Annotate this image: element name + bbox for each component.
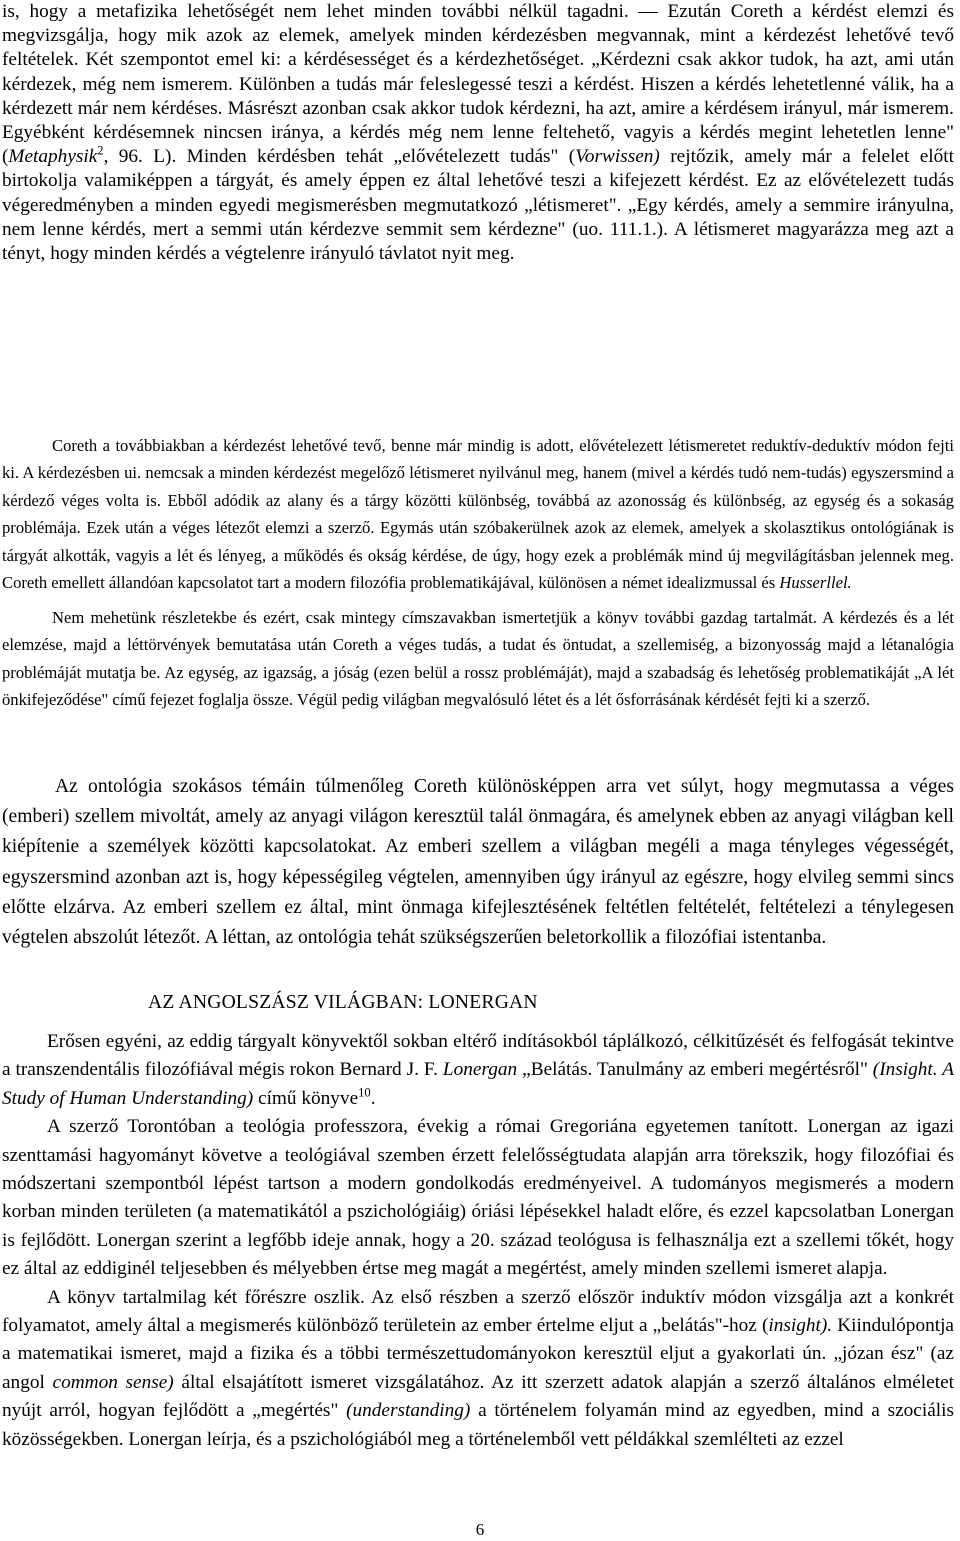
- text-block-lonergan: [2, 1028, 954, 1454]
- section-heading: AZ ANGOLSZÁSZ VILÁGBAN: LONERGAN: [148, 992, 538, 1013]
- paragraph: A szerző Torontóban a teológia professzora, évekig a római Gregoriána egyetemen tanított. Lonergan az igazi szenttamási hagyományt követve a teológiával szemben érzett felelősségtudata alapján arra törekszik, hogy filozófiai és módszertani szempontból lépést tartson a modern gondolkodás eredményeivel. A tudományos megismerés a modern korban minden területen (a matematikától a pszichológiáig) óriási lépésekkel haladt előre, és ezzel kapcsolatban Lonergan is fejlődött. Lonergan szerint a legfőbb ideje annak, hogy a 20. század teológusa is felhasználja ezt a szellemi tőkét, hogy ez által az eddiginél teljesebben és mélyebben értse meg magát a megértést, amely minden szellemi ismeret alapja.: [2, 1116, 954, 1280]
- text-block-ontology: [2, 772, 954, 953]
- paragraph: is, hogy a metafizika lehetőségét nem lehet minden további nélkül tagadni. — Ezután Coreth a kérdést elemzi és megvizsgálja, hogy mik azok az elemek, amelyek minden kérdezésben megvannak, mint a kérdezést lehetővé tevő feltételek. Két szempontot emel ki: a kérdésességet és a kérdezhetőséget. „Kérdezni csak akkor tudok, ha azt, ami után kérdezek, még nem ismerem. Különben a tudás már feleslegessé teszi a kérdést. Hiszen a kérdés lehetetlenné válik, ha a kérdezett már nem kérdéses. Másrészt azonban csak akkor tudok kérdezni, ha azt, amire a kérdésem irányul, már ismerem. Egyébként kérdésemnek nincsen iránya, a kérdés még nem lenne feltehető, vagyis a kérdés megint lehetetlen lenne" (Metaphysik$^2$, 96. L). Minden kérdésben tehát „elővételezett tudás" (Vorwissen) rejtőzik, amely már a felelet előtt birtokolja valamiképpen a tárgyát, és amely éppen ez által lehetővé teszi a kifejezett kérdést. Ez az elővételezett tudás végeredményben a minden egyedi megismerésben megmutatkozó „létismeret". „Egy kérdés, amely a semmire irányulna, nem lenne kérdés, mert a semmi után kérdezve semmit sem kérdezne" (uo. 111.1.). A létismeret magyarázza meg azt a tényt, hogy minden kérdés a végtelenre irányuló távlatot nyit meg.: [2, 1, 954, 265]
- paragraph: Coreth a továbbiakban a kérdezést lehetővé tevő, benne már mindig is adott, elővételezett létismeretet reduktív-deduktív módon fejti ki. A kérdezésben ui. nemcsak a minden kérdezést megelőző létismeret nyilvánul meg, hanem (mivel a kérdés tudó nem-tudás) egyszersmind a kérdező véges volta is. Ebből adódik az alany és a tárgy közötti különbség, továbbá az azonosság és különbség, az egység és a sokaság problémája. Ezek után a véges létezőt elemzi a szerző. Egymás után szóbakerülnek azok az elemek, amelyek a skolasztikus ontológiának is tárgyát alkották, vagyis a lét és lényeg, a működés és okság kérdése, de úgy, hogy ezek a problémák mind új megvilágításban jelennek meg. Coreth emellett állandóan kapcsolatot tart a modern filozófia problematikájával, különösen a német idealizmussal és Husserllel.: [2, 436, 954, 593]
- paragraph: Nem mehetünk részletekbe és ezért, csak mintegy címszavakban ismertetjük a könyv további gazdag tartalmát. A kérdezés és a lét elemzése, majd a léttörvények bemutatása után Coreth a véges tudás, a tudat és öntudat, a szellemiség, a bizonyosság majd a létanalógia problémáját mutatja be. Az egység, az igazság, a jóság (ezen belül a rossz problémáját), majd a szabadság és lehetőség problematikáját „A lét önkifejeződése" című fejezet foglalja össze. Végül pedig világban megvalósuló létet és a lét ősforrásának kérdését fejti ki a szerző.: [2, 608, 954, 710]
- footnote-marker: 10: [358, 1085, 371, 1100]
- paragraph: Az ontológia szokásos témáin túlmenőleg Coreth különösképpen arra vet súlyt, hogy megmutassa a véges (emberi) szellem mivoltát, amely az anyagi világon keresztül talál önmagára, és amelynek ebben az anyagi világban kell kiépítenie a személyek közötti kapcsolatokat. Az emberi szellem a világban megéli a maga tényleges végességét, egyszersmind azonban azt is, hogy képességileg végtelen, amennyiben úgy irányul az egészre, hogy elvileg semmi sincs előtte elzárva. Az emberi szellem ez által, mint önmaga kifejlesztésének feltétlen feltételét, feltételezi a ténylegesen végtelen abszolút létezőt. A léttan, az ontológia tehát szükségszerűen beletorkollik a filozófiai istentanba.: [2, 776, 954, 949]
- text-block-intro: [2, 0, 954, 266]
- text-block-small-1: [2, 432, 954, 596]
- page-number: 6: [475, 1520, 485, 1539]
- paragraph: A könyv tartalmilag két főrészre oszlik. Az első részben a szerző először induktív módon vizsgálja azt a konkrét folyamatot, amely által a megismerés különböző területein az ember értelme eljut a „belátás"-hoz (insight). Kiindulópontja a matematikai ismeret, majd a fizika és a többi természettudományokon keresztül eljut a gyakorlati ún. „józan ész" (az angol common sense) által elsajátított ismeret vizsgálatához. Az itt szerzett adatok alapján a szerző általános elméletet nyújt arról, hogyan fejlődött a „megértés" (understanding) a történelem folyamán mind az egyedben, mind a szociális közösségekben. Lonergan leírja, és a pszichológiából meg a történelemből vett példákkal szemlélteti az ezzel: [2, 1286, 954, 1450]
- paragraph: Erősen egyéni, az eddig tárgyalt könyvektől sokban eltérő indításokból táplálkozó, célkitűzését és felfogását tekintve a transzendentális filozófiával mégis rokon Bernard J. F. Lonergan „Belátás. Tanulmány az emberi megértésről" (Insight. A Study of Human Understanding) című könyve$^{10}$.: [2, 1031, 955, 1109]
- text-block-small-2: [2, 604, 954, 714]
